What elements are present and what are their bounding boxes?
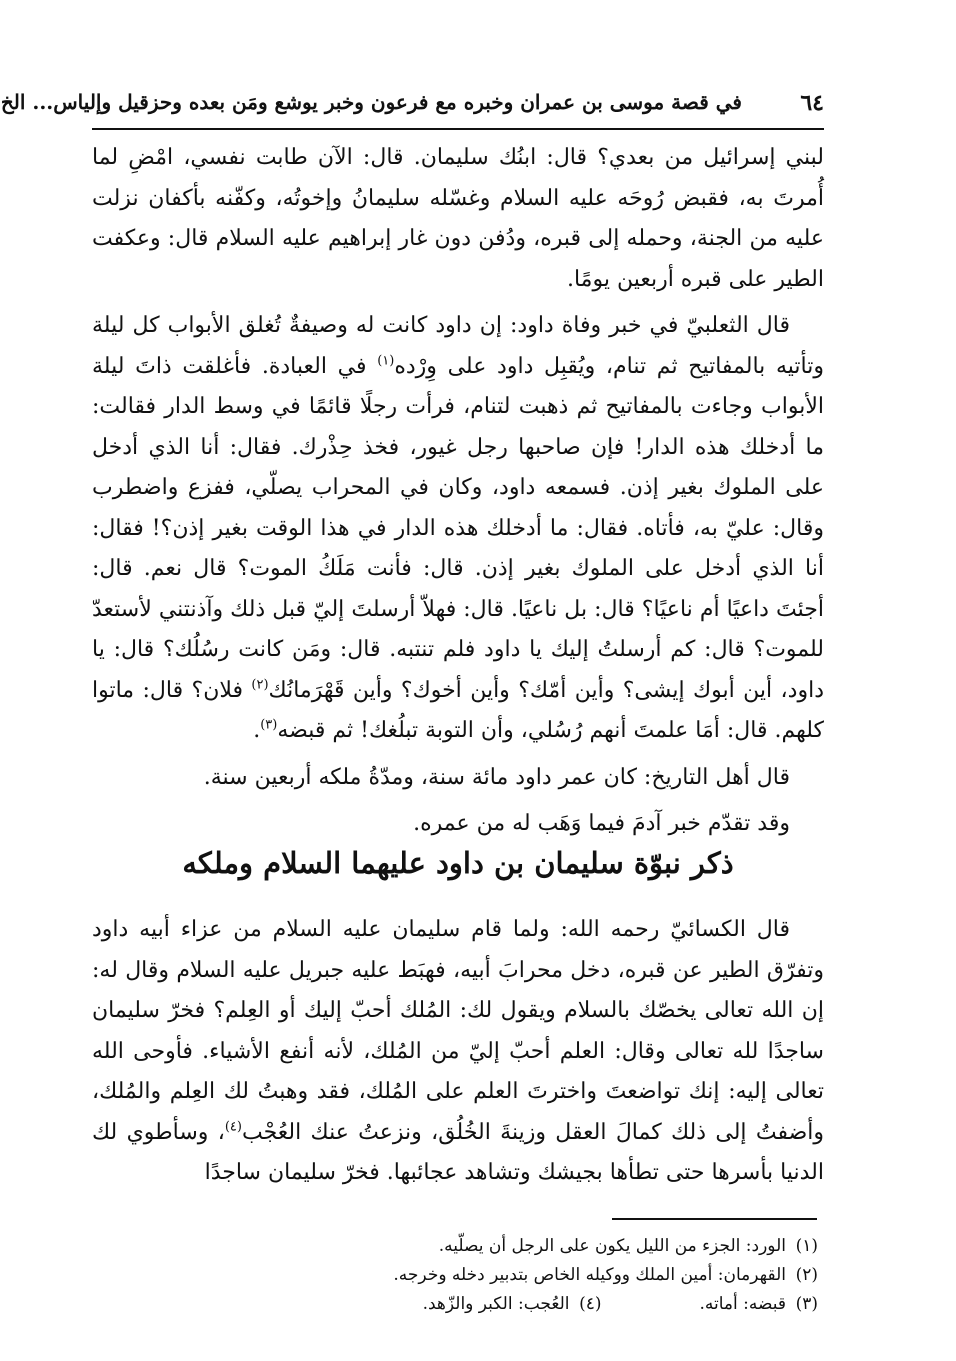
footnote-marker: (٣)	[260, 717, 278, 733]
footnote-text: قبضه: أماته.	[699, 1294, 786, 1314]
paragraph-block-3	[92, 910, 824, 1194]
paragraph	[92, 910, 824, 1194]
footnote-text: القهرمان: أمين الملك ووكيله الخاص بتدبير دخله وخرجه.	[393, 1265, 786, 1285]
text-run: ، وسأطوي لك الدنيا بأسرها حتى تطأها بجيشك وتشاهد عجائبها. فخرّ سليمان ساجدًا	[92, 1119, 824, 1185]
footnote-marker: (٤)	[224, 1119, 242, 1135]
page-header	[0, 82, 824, 130]
paragraph-block-1	[92, 138, 824, 300]
footnote-number: (١)	[795, 1236, 818, 1256]
section-heading: ذكر نبوّة سليمان بن داود عليهما السلام وملكه	[182, 846, 734, 880]
footnote-marker: (١)	[377, 353, 395, 369]
text-run: فلان؟ قال: ماتوا كلهم. قال: أمَا علمتَ أنهم رُسُلي، وأن التوبة تبلُغك! ثم قبضه	[92, 677, 824, 743]
footnote-separator	[612, 1218, 817, 1220]
footnotes	[92, 1232, 818, 1319]
paragraph: قال أهل التاريخ: كان عمر داود مائة سنة، ومدّةُ ملكه أربعين سنة.	[203, 764, 790, 790]
footnote	[92, 1232, 818, 1261]
footnote-number: (٣)	[795, 1294, 818, 1314]
paragraph-block-2	[92, 306, 824, 845]
running-title: في قصة موسى بن عمران وخبره مع فرعون وخبر يوشع ومَن بعده وحزقيل وإلياس... الخ	[0, 90, 742, 114]
paragraph: قال الثعلبيّ في خبر وفاة داود: إن داود كانت له وصيفةٌ تُغلق الأبواب كل ليلة وتأتيه بالمفاتيح ثم تنام، ويُقبِل داود على وِرْده$^{(١)}$ في العبادة. فأغلقت ذاتَ ليلة الأبواب وجاءت بالمفاتيح ثم ذهبت لتنام، فرأت رجلًا قائمًا في وسط الدار فقالت: ما أدخلك هذه الدار! فإن صاحبها رجل غيور، فخذ حِذْرك. فقال: أنا الذي أدخل على الملوك بغير إذن. فسمعه داود، وكان في المحراب يصلّي، ففزع واضطرب وقال: عليّ به، فأتاه. فقال: ما أدخلك هذه الدار في هذا الوقت بغير إذن؟! فقال: أنا الذي أدخل على الملوك بغير إذن. قال: فأنت مَلَكُ الموت؟ قال نعم. قال: أجئتَ داعيًا أم ناعيًا؟ قال: بل ناعيًا. قال: فهلاّ أرسلتَ إليّ قبل ذلك وآذنتني لأستعدّ للموت؟ قال: كم أرسلتُ إليك يا داود فلم تنتبه. قال: ومَن كانت رسُلُك؟ قال: يا داود، أين أبوك إيشى؟ وأين أمّك؟ وأين أخوك؟ وأين قَهْرَمانُك$^{(٢)}$ فلان؟ قال: ماتوا كلهم. قال: أمَا علمتَ أنهم رُسُلي، وأن التوبة تبلُغك! ثم قبضه$^{(٣)}$.	[92, 313, 824, 743]
footnote	[92, 1290, 818, 1319]
page-number: ٦٤	[800, 90, 824, 116]
paragraph: لبني إسرائيل من بعدي؟ قال: ابنُك سليمان. قال: الآن طابت نفسي، امْضِ لما أُمرتَ به، فقبض رُوحَه عليه السلام وغسّله سليمانُ وإخوتُه، وكفّنه بأكفان نزلت عليه من الجنة، وحمله إلى قبره، ودُفن دون غار إبراهيم عليه السلام قال: وعكفت الطير على قبره أربعين يومًا.	[92, 145, 824, 292]
footnote-number: (٤)	[579, 1294, 602, 1314]
footnote-marker: (٢)	[251, 677, 269, 693]
footnote-text: الورد: الجزء من الليل يكون على الرجل أن يصلّيه.	[438, 1236, 786, 1256]
text-run: قال الكسائيّ رحمه الله: ولما قام سليمان عليه السلام من عزاء أبيه داود وتفرّق الطير عن قبره، دخل محرابَ أبيه، فهبَط عليه جبريل عليه السلام وقال له: إن الله تعالى يخصّك بالسلام ويقول لك: المُلك أحبّ إليك أو العِلم؟ فخرّ سليمان ساجدًا لله تعالى وقال: العلم أحبّ إليّ من المُلك، لأنه أنفع الأشياء. فأوحى الله تعالى إليه: إنك تواضعتَ واخترتَ العلم على المُلك، فقد وهبتُ لك العِلم والمُلك، وأضفتُ إلى ذلك كمالَ العقل وزينةَ الخُلُق، ونزعتُ عنك العُجْب	[92, 917, 824, 1145]
text-run: قال الثعلبيّ في خبر وفاة داود: إن داود كانت له وصيفةٌ تُغلق الأبواب كل ليلة وتأتيه بالمفاتيح ثم تنام، ويُقبِل داود على وِرْده	[92, 313, 824, 379]
footnote-text: العُجب: الكبر والزّهد.	[422, 1294, 570, 1314]
footnote	[92, 1261, 818, 1290]
text-run: في العبادة. فأغلقت ذاتَ ليلة الأبواب وجاءت بالمفاتيح ثم ذهبت لتنام، فرأت رجلًا قائمًا في وسط الدار فقالت: ما أدخلك هذه الدار! فإن صاحبها رجل غيور، فخذ حِذْرك. فقال: أنا الذي أدخل على الملوك بغير إذن. فسمعه داود، وكان في المحراب يصلّي، ففزع واضطرب وقال: عليّ به، فأتاه. فقال: ما أدخلك هذه الدار في هذا الوقت بغير إذن؟! فقال: أنا الذي أدخل على الملوك بغير إذن. قال: فأنت مَلَكُ الموت؟ قال نعم. قال: أجئتَ داعيًا أم ناعيًا؟ قال: بل ناعيًا. قال: فهلاّ أرسلتَ إليّ قبل ذلك وآذنتني لأستعدّ للموت؟ قال: كم أرسلتُ إليك يا داود فلم تنتبه. قال: ومَن كانت رسُلُك؟ قال: يا داود، أين أبوك إيشى؟ وأين أمّك؟ وأين أخوك؟ وأين قَهْرَمانُك	[92, 353, 824, 703]
paragraph: وقد تقدّم خبر آدمَ فيما وَهَب له من عمره.	[413, 811, 790, 836]
footnote-number: (٢)	[795, 1265, 818, 1285]
